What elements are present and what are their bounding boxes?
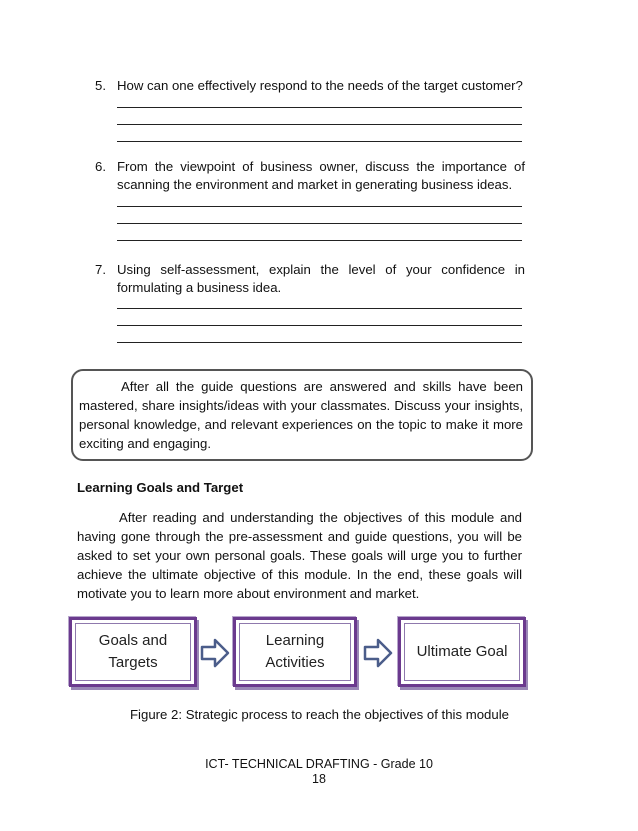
section-paragraph: [77, 508, 522, 603]
footer-title: ICT- TECHNICAL DRAFTING - Grade 10: [205, 757, 433, 771]
answer-line[interactable]: [117, 206, 522, 207]
answer-line[interactable]: [117, 308, 522, 309]
answer-line[interactable]: [117, 342, 522, 343]
paragraph-text: After reading and understanding the objectives of this module and having gone through the pre-assessment and guide questions, you will be asked to set your own personal goals. These goals will urge you to further achieve the ultimate objective of this module. In the end, these goals will motivate you to learn more about environment and market.: [77, 510, 522, 601]
answer-line[interactable]: [117, 141, 522, 142]
box-label: Goals and Targets: [98, 632, 168, 671]
question-5: [95, 77, 525, 95]
box-label: Ultimate Goal: [416, 643, 508, 660]
right-arrow-icon: [200, 638, 230, 668]
goals-targets-box: [69, 617, 197, 687]
question-number: 6.: [95, 159, 106, 174]
question-number: 5.: [95, 78, 106, 93]
question-7: [95, 261, 525, 297]
answer-line[interactable]: [117, 240, 522, 241]
answer-line[interactable]: [117, 223, 522, 224]
page-number: 18: [312, 772, 326, 786]
box-label: Learning Activities: [265, 632, 325, 671]
section-heading: Learning Goals and Target: [77, 480, 244, 495]
callout-box: [71, 369, 533, 461]
question-6: [95, 158, 525, 194]
question-text: How can one effectively respond to the needs of the target customer?: [117, 78, 523, 93]
question-text: Using self-assessment, explain the level of your confidence in formulating a business idea.: [117, 262, 525, 295]
question-number: 7.: [95, 262, 106, 277]
right-arrow-icon: [363, 638, 393, 668]
ultimate-goal-box: [398, 617, 526, 687]
learning-activities-box: [233, 617, 357, 687]
answer-line[interactable]: [117, 107, 522, 108]
answer-line[interactable]: [117, 325, 522, 326]
figure-caption: Figure 2: Strategic process to reach the objectives of this module: [130, 707, 509, 722]
callout-text: After all the guide questions are answered and skills have been mastered, share insights/ideas with your classmates. Discuss your insights, personal knowledge, and relevant experiences on the topic to make it more exciting and engaging.: [79, 379, 523, 451]
question-text: From the viewpoint of business owner, discuss the importance of scanning the environment and market in generating business ideas.: [117, 159, 525, 192]
answer-line[interactable]: [117, 124, 522, 125]
